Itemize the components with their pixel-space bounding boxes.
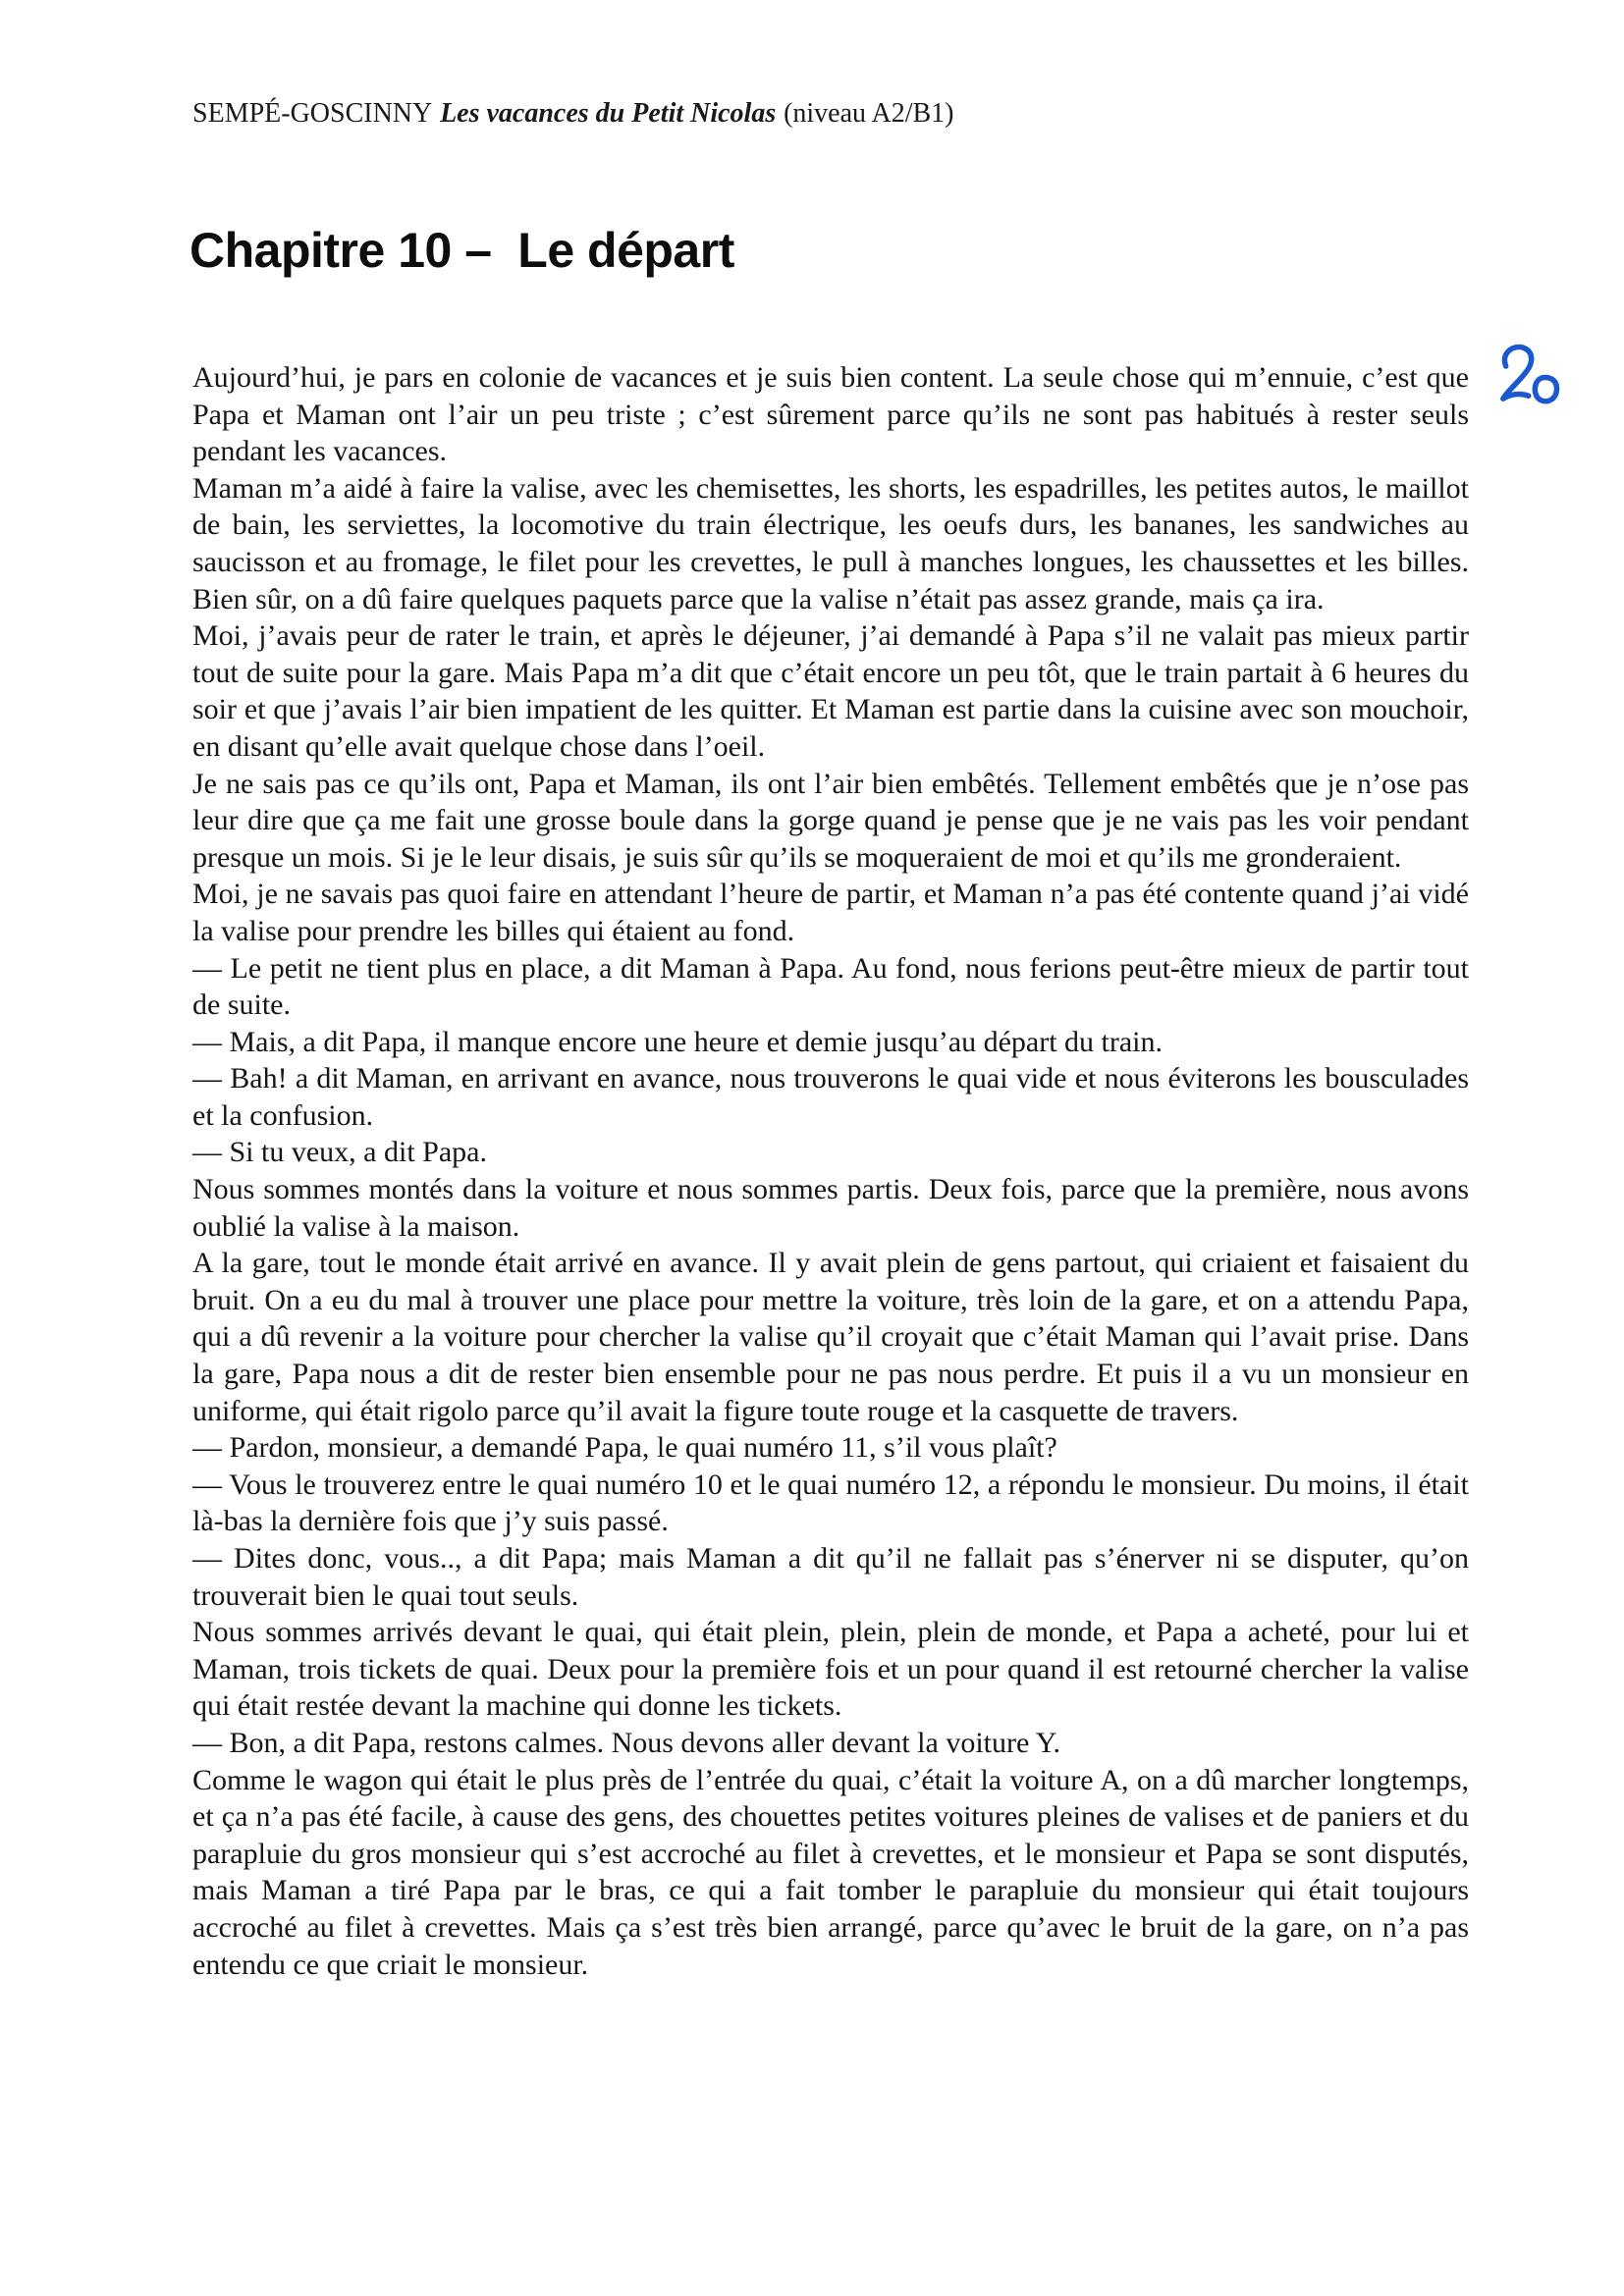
running-header bbox=[192, 98, 953, 130]
paragraph: Moi, j’avais peur de rater le train, et après le déjeuner, j’ai demandé à Papa s’il ne valait pas mieux partir tout de suite pour la gare. Mais Papa m’a dit que c’était encore un peu tôt, que le train partait à 6 heures du soir et que j’avais l’air bien impatient de les quitter. Et Maman est partie dans la cuisine avec son mouchoir, en disant qu’elle avait quelque chose dans l’oeil. bbox=[192, 619, 1469, 763]
paragraph: Je ne sais pas ce qu’ils ont, Papa et Maman, ils ont l’air bien embêtés. Tellement embêtés que je n’ose pas leur dire que ça me fait une grosse boule dans la gorge quand je pense que je ne vais pas les voir pendant presque un mois. Si je le leur disais, je suis sûr qu’ils se moqueraient de moi et qu’ils me gronderaient. bbox=[192, 767, 1469, 874]
header-level-note: (niveau A2/B1) bbox=[784, 98, 954, 129]
paragraph: Aujourd’hui, je pars en colonie de vacances et je suis bien content. La seule chose qui m’ennuie, c’est que Papa et Maman ont l’air un peu triste ; c’est sûrement parce qu’ils ne sont pas habitués à rester seuls pendant les vacances. bbox=[192, 361, 1469, 468]
dialogue-paragraph: — Si tu veux, a dit Papa. bbox=[192, 1136, 487, 1169]
paragraph: Nous sommes arrivés devant le quai, qui était plein, plein, plein de monde, et Papa a acheté, pour lui et Maman, trois tickets de quai. Deux pour la première fois et un pour quand il est retourné chercher la valise qui était restée devant la machine qui donne les tickets. bbox=[192, 1616, 1469, 1723]
dialogue-paragraph: — Bon, a dit Papa, restons calmes. Nous devons aller devant la voiture Y. bbox=[192, 1726, 1060, 1759]
paragraph: Comme le wagon qui était le plus près de l’entrée du quai, c’était la voiture A, on a dû marcher longtemps, et ça n’a pas été facile, à cause des gens, des chouettes petites voitures pleines de valises et de paniers et du parapluie du gros monsieur qui s’est accroché au filet à crevettes, et le monsieur et Papa se sont disputés, mais Maman a tiré Papa par le bras, ce qui a fait tomber le parapluie du monsieur qui était toujours accroché au filet à crevettes. Mais ça s’est très bien arrangé, parce qu’avec le bruit de la gare, on n’a pas entendu ce que criait le monsieur. bbox=[192, 1763, 1469, 1981]
dialogue-paragraph: — Bah! a dit Maman, en arrivant en avance, nous trouverons le quai vide et nous éviterons les bousculades et la confusion. bbox=[192, 1062, 1469, 1132]
dialogue-paragraph: — Vous le trouverez entre le quai numéro 10 et le quai numéro 12, a répondu le monsieur. Du moins, il était là-bas la dernière fois que j’y suis passé. bbox=[192, 1468, 1469, 1538]
handwritten-grade-annotation bbox=[1493, 341, 1578, 410]
dialogue-paragraph: — Dites donc, vous.., a dit Papa; mais Maman a dit qu’il ne fallait pas s’énerver ni se disputer, qu’on trouverait bien le quai tout seuls. bbox=[192, 1542, 1469, 1612]
header-author: SEMPÉ-GOSCINNY bbox=[192, 98, 433, 129]
header-book-title: Les vacances du Petit Nicolas bbox=[440, 98, 777, 129]
paragraph: A la gare, tout le monde était arrivé en avance. Il y avait plein de gens partout, qui criaient et faisaient du bruit. On a eu du mal à trouver une place pour mettre la voiture, très loin de la gare, et on a attendu Papa, qui a dû revenir a la voiture pour chercher la valise qu’il croyait que c’était Maman qui l’avait prise. Dans la gare, Papa nous a dit de rester bien ensemble pour ne pas nous perdre. Et puis il a vu un monsieur en uniforme, qui était rigolo parce qu’il avait la figure toute rouge et la casquette de travers. bbox=[192, 1247, 1469, 1427]
chapter-text bbox=[192, 359, 1469, 1983]
paragraph: Moi, je ne savais pas quoi faire en attendant l’heure de partir, et Maman n’a pas été contente quand j’ai vidé la valise pour prendre les billes qui étaient au fond. bbox=[192, 878, 1469, 947]
paragraph: Nous sommes montés dans la voiture et nous sommes partis. Deux fois, parce que la première, nous avons oublié la valise à la maison. bbox=[192, 1173, 1469, 1243]
handwritten-20-icon bbox=[1493, 341, 1578, 410]
chapter-title: Chapitre 10 – Le départ bbox=[189, 223, 734, 278]
dialogue-paragraph: — Pardon, monsieur, a demandé Papa, le quai numéro 11, s’il vous plaît? bbox=[192, 1431, 1057, 1465]
dialogue-paragraph: — Mais, a dit Papa, il manque encore une heure et demie jusqu’au départ du train. bbox=[192, 1025, 1164, 1058]
dialogue-paragraph: — Le petit ne tient plus en place, a dit Maman à Papa. Au fond, nous ferions peut-être mieux de partir tout de suite. bbox=[192, 951, 1469, 1022]
paragraph: Maman m’a aidé à faire la valise, avec les chemisettes, les shorts, les espadrilles, les petites autos, le maillot de bain, les serviettes, la locomotive du train électrique, les oeufs durs, les bananes, les sandwiches au saucisson et au fromage, le filet pour les crevettes, le pull à manches longues, les chaussettes et les billes. Bien sûr, on a dû faire quelques paquets parce que la valise n’était pas assez grande, mais ça ira. bbox=[192, 471, 1469, 615]
